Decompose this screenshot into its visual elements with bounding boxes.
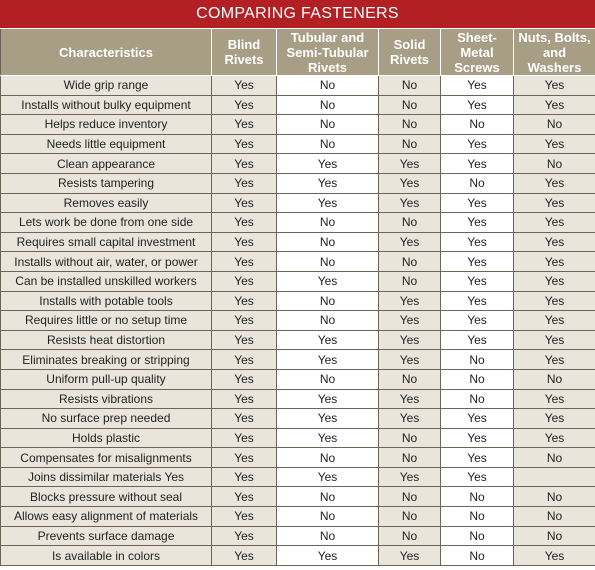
table-row <box>1 389 595 409</box>
table-header <box>1 29 595 76</box>
cell-solid-rivets: Yes <box>379 409 441 429</box>
cell-characteristic: Eliminates breaking or stripping <box>1 350 212 370</box>
cell-blind-rivets: Yes <box>212 428 277 448</box>
table-row <box>1 546 595 566</box>
cell-nuts-bolts-washers: No <box>514 115 595 135</box>
table-row <box>1 507 595 527</box>
cell-sheet-metal-screws: No <box>441 350 514 370</box>
cell-characteristic: Is available in colors <box>1 546 212 566</box>
cell-tubular-rivets: Yes <box>277 428 379 448</box>
cell-blind-rivets: Yes <box>212 409 277 429</box>
cell-blind-rivets: Yes <box>212 507 277 527</box>
table-row <box>1 271 595 291</box>
cell-sheet-metal-screws: Yes <box>441 291 514 311</box>
cell-nuts-bolts-washers: No <box>514 448 595 468</box>
header-nuts-bolts-washers: Nuts, Bolts, and Washers <box>514 29 595 76</box>
cell-tubular-rivets: Yes <box>277 389 379 409</box>
table-row <box>1 487 595 507</box>
table-row <box>1 95 595 115</box>
cell-blind-rivets: Yes <box>212 350 277 370</box>
cell-tubular-rivets: No <box>277 76 379 96</box>
cell-blind-rivets: Yes <box>212 467 277 487</box>
table-row <box>1 409 595 429</box>
cell-characteristic: Requires small capital investment <box>1 232 212 252</box>
cell-blind-rivets: Yes <box>212 448 277 468</box>
cell-blind-rivets: Yes <box>212 213 277 233</box>
cell-sheet-metal-screws: Yes <box>441 134 514 154</box>
cell-blind-rivets: Yes <box>212 95 277 115</box>
table-row <box>1 291 595 311</box>
cell-blind-rivets: Yes <box>212 232 277 252</box>
table-row <box>1 526 595 546</box>
cell-solid-rivets: Yes <box>379 350 441 370</box>
cell-characteristic: Prevents surface damage <box>1 526 212 546</box>
cell-solid-rivets: No <box>379 526 441 546</box>
cell-solid-rivets: No <box>379 115 441 135</box>
cell-blind-rivets: Yes <box>212 271 277 291</box>
cell-nuts-bolts-washers: Yes <box>514 76 595 96</box>
cell-solid-rivets: Yes <box>379 154 441 174</box>
cell-characteristic: Can be installed unskilled workers <box>1 271 212 291</box>
cell-solid-rivets: No <box>379 213 441 233</box>
cell-characteristic: Resists vibrations <box>1 389 212 409</box>
cell-blind-rivets: Yes <box>212 311 277 331</box>
cell-nuts-bolts-washers: No <box>514 369 595 389</box>
cell-nuts-bolts-washers: Yes <box>514 213 595 233</box>
cell-tubular-rivets: Yes <box>277 154 379 174</box>
cell-nuts-bolts-washers: Yes <box>514 134 595 154</box>
cell-solid-rivets: Yes <box>379 467 441 487</box>
cell-sheet-metal-screws: No <box>441 546 514 566</box>
cell-tubular-rivets: Yes <box>277 546 379 566</box>
cell-solid-rivets: No <box>379 507 441 527</box>
cell-nuts-bolts-washers: No <box>514 507 595 527</box>
table-row <box>1 350 595 370</box>
cell-nuts-bolts-washers: No <box>514 487 595 507</box>
cell-solid-rivets: Yes <box>379 389 441 409</box>
cell-characteristic: No surface prep needed <box>1 409 212 429</box>
cell-tubular-rivets: Yes <box>277 467 379 487</box>
cell-nuts-bolts-washers: Yes <box>514 95 595 115</box>
cell-solid-rivets: No <box>379 76 441 96</box>
cell-nuts-bolts-washers: Yes <box>514 428 595 448</box>
cell-blind-rivets: Yes <box>212 76 277 96</box>
cell-solid-rivets: No <box>379 369 441 389</box>
cell-solid-rivets: No <box>379 95 441 115</box>
table-row <box>1 134 595 154</box>
table-row <box>1 330 595 350</box>
cell-nuts-bolts-washers: Yes <box>514 546 595 566</box>
cell-sheet-metal-screws: Yes <box>441 213 514 233</box>
cell-characteristic: Installs without bulky equipment <box>1 95 212 115</box>
cell-tubular-rivets: Yes <box>277 330 379 350</box>
cell-sheet-metal-screws: No <box>441 526 514 546</box>
cell-sheet-metal-screws: No <box>441 115 514 135</box>
cell-tubular-rivets: No <box>277 487 379 507</box>
cell-characteristic: Wide grip range <box>1 76 212 96</box>
header-characteristics: Characteristics <box>1 29 212 76</box>
cell-solid-rivets: No <box>379 252 441 272</box>
cell-nuts-bolts-washers: Yes <box>514 350 595 370</box>
cell-sheet-metal-screws: No <box>441 369 514 389</box>
header-solid-rivets: Solid Rivets <box>379 29 441 76</box>
header-tubular-rivets: Tubular and Semi-Tubular Rivets <box>277 29 379 76</box>
cell-characteristic: Compensates for misalignments <box>1 448 212 468</box>
table-body <box>1 76 595 566</box>
cell-sheet-metal-screws: No <box>441 487 514 507</box>
cell-tubular-rivets: No <box>277 507 379 527</box>
cell-tubular-rivets: Yes <box>277 193 379 213</box>
cell-blind-rivets: Yes <box>212 252 277 272</box>
table-row <box>1 173 595 193</box>
cell-nuts-bolts-washers: Yes <box>514 271 595 291</box>
cell-solid-rivets: Yes <box>379 291 441 311</box>
cell-sheet-metal-screws: No <box>441 507 514 527</box>
cell-solid-rivets: Yes <box>379 193 441 213</box>
cell-nuts-bolts-washers: Yes <box>514 330 595 350</box>
cell-blind-rivets: Yes <box>212 369 277 389</box>
cell-tubular-rivets: Yes <box>277 271 379 291</box>
cell-sheet-metal-screws: Yes <box>441 154 514 174</box>
cell-tubular-rivets: No <box>277 213 379 233</box>
header-row <box>1 29 595 76</box>
header-blind-rivets: Blind Rivets <box>212 29 277 76</box>
cell-sheet-metal-screws: Yes <box>441 76 514 96</box>
cell-characteristic: Resists heat distortion <box>1 330 212 350</box>
cell-sheet-metal-screws: Yes <box>441 467 514 487</box>
cell-sheet-metal-screws: Yes <box>441 232 514 252</box>
cell-solid-rivets: Yes <box>379 232 441 252</box>
cell-characteristic: Installs with potable tools <box>1 291 212 311</box>
table-row <box>1 252 595 272</box>
cell-characteristic: Helps reduce inventory <box>1 115 212 135</box>
fastener-comparison-table <box>0 29 595 566</box>
cell-tubular-rivets: Yes <box>277 173 379 193</box>
cell-blind-rivets: Yes <box>212 154 277 174</box>
cell-characteristic: Needs little equipment <box>1 134 212 154</box>
cell-solid-rivets: No <box>379 487 441 507</box>
cell-solid-rivets: Yes <box>379 546 441 566</box>
cell-nuts-bolts-washers: Yes <box>514 311 595 331</box>
cell-tubular-rivets: No <box>277 232 379 252</box>
cell-characteristic: Requires little or no setup time <box>1 311 212 331</box>
cell-sheet-metal-screws: Yes <box>441 330 514 350</box>
table-row <box>1 154 595 174</box>
cell-nuts-bolts-washers <box>514 467 595 487</box>
table-row <box>1 76 595 96</box>
cell-blind-rivets: Yes <box>212 193 277 213</box>
cell-blind-rivets: Yes <box>212 134 277 154</box>
cell-solid-rivets: Yes <box>379 173 441 193</box>
header-sheet-metal-screws: Sheet-Metal Screws <box>441 29 514 76</box>
cell-blind-rivets: Yes <box>212 291 277 311</box>
cell-characteristic: Resists tampering <box>1 173 212 193</box>
cell-tubular-rivets: No <box>277 291 379 311</box>
cell-characteristic: Clean appearance <box>1 154 212 174</box>
cell-sheet-metal-screws: Yes <box>441 311 514 331</box>
cell-blind-rivets: Yes <box>212 173 277 193</box>
cell-nuts-bolts-washers: No <box>514 154 595 174</box>
cell-nuts-bolts-washers: No <box>514 526 595 546</box>
table-row <box>1 115 595 135</box>
cell-solid-rivets: No <box>379 448 441 468</box>
cell-nuts-bolts-washers: Yes <box>514 389 595 409</box>
cell-blind-rivets: Yes <box>212 389 277 409</box>
table-row <box>1 467 595 487</box>
cell-sheet-metal-screws: No <box>441 389 514 409</box>
cell-solid-rivets: No <box>379 271 441 291</box>
cell-blind-rivets: Yes <box>212 487 277 507</box>
cell-characteristic: Blocks pressure without seal <box>1 487 212 507</box>
cell-characteristic: Installs without air, water, or power <box>1 252 212 272</box>
cell-blind-rivets: Yes <box>212 546 277 566</box>
cell-tubular-rivets: No <box>277 252 379 272</box>
table-row <box>1 232 595 252</box>
cell-sheet-metal-screws: Yes <box>441 409 514 429</box>
cell-sheet-metal-screws: Yes <box>441 95 514 115</box>
table-row <box>1 193 595 213</box>
cell-tubular-rivets: No <box>277 115 379 135</box>
cell-nuts-bolts-washers: Yes <box>514 173 595 193</box>
cell-blind-rivets: Yes <box>212 330 277 350</box>
table-row <box>1 213 595 233</box>
cell-solid-rivets: No <box>379 428 441 448</box>
cell-blind-rivets: Yes <box>212 526 277 546</box>
cell-blind-rivets: Yes <box>212 115 277 135</box>
cell-tubular-rivets: No <box>277 95 379 115</box>
table-row <box>1 369 595 389</box>
cell-sheet-metal-screws: Yes <box>441 252 514 272</box>
cell-characteristic: Uniform pull-up quality <box>1 369 212 389</box>
cell-characteristic: Joins dissimilar materials Yes <box>1 467 212 487</box>
cell-characteristic: Removes easily <box>1 193 212 213</box>
cell-solid-rivets: No <box>379 134 441 154</box>
table-title: COMPARING FASTENERS <box>0 0 595 29</box>
cell-characteristic: Holds plastic <box>1 428 212 448</box>
cell-sheet-metal-screws: Yes <box>441 193 514 213</box>
cell-tubular-rivets: Yes <box>277 409 379 429</box>
cell-solid-rivets: Yes <box>379 311 441 331</box>
cell-characteristic: Lets work be done from one side <box>1 213 212 233</box>
cell-sheet-metal-screws: No <box>441 173 514 193</box>
cell-tubular-rivets: Yes <box>277 350 379 370</box>
cell-tubular-rivets: No <box>277 369 379 389</box>
cell-sheet-metal-screws: Yes <box>441 448 514 468</box>
cell-tubular-rivets: No <box>277 134 379 154</box>
table-row <box>1 311 595 331</box>
table-row <box>1 448 595 468</box>
cell-sheet-metal-screws: Yes <box>441 271 514 291</box>
cell-nuts-bolts-washers: Yes <box>514 291 595 311</box>
cell-characteristic: Allows easy alignment of materials <box>1 507 212 527</box>
cell-tubular-rivets: No <box>277 311 379 331</box>
cell-nuts-bolts-washers: Yes <box>514 409 595 429</box>
cell-nuts-bolts-washers: Yes <box>514 232 595 252</box>
cell-tubular-rivets: No <box>277 448 379 468</box>
cell-sheet-metal-screws: Yes <box>441 428 514 448</box>
cell-solid-rivets: Yes <box>379 330 441 350</box>
cell-nuts-bolts-washers: Yes <box>514 193 595 213</box>
table-row <box>1 428 595 448</box>
cell-tubular-rivets: No <box>277 526 379 546</box>
cell-nuts-bolts-washers: Yes <box>514 252 595 272</box>
